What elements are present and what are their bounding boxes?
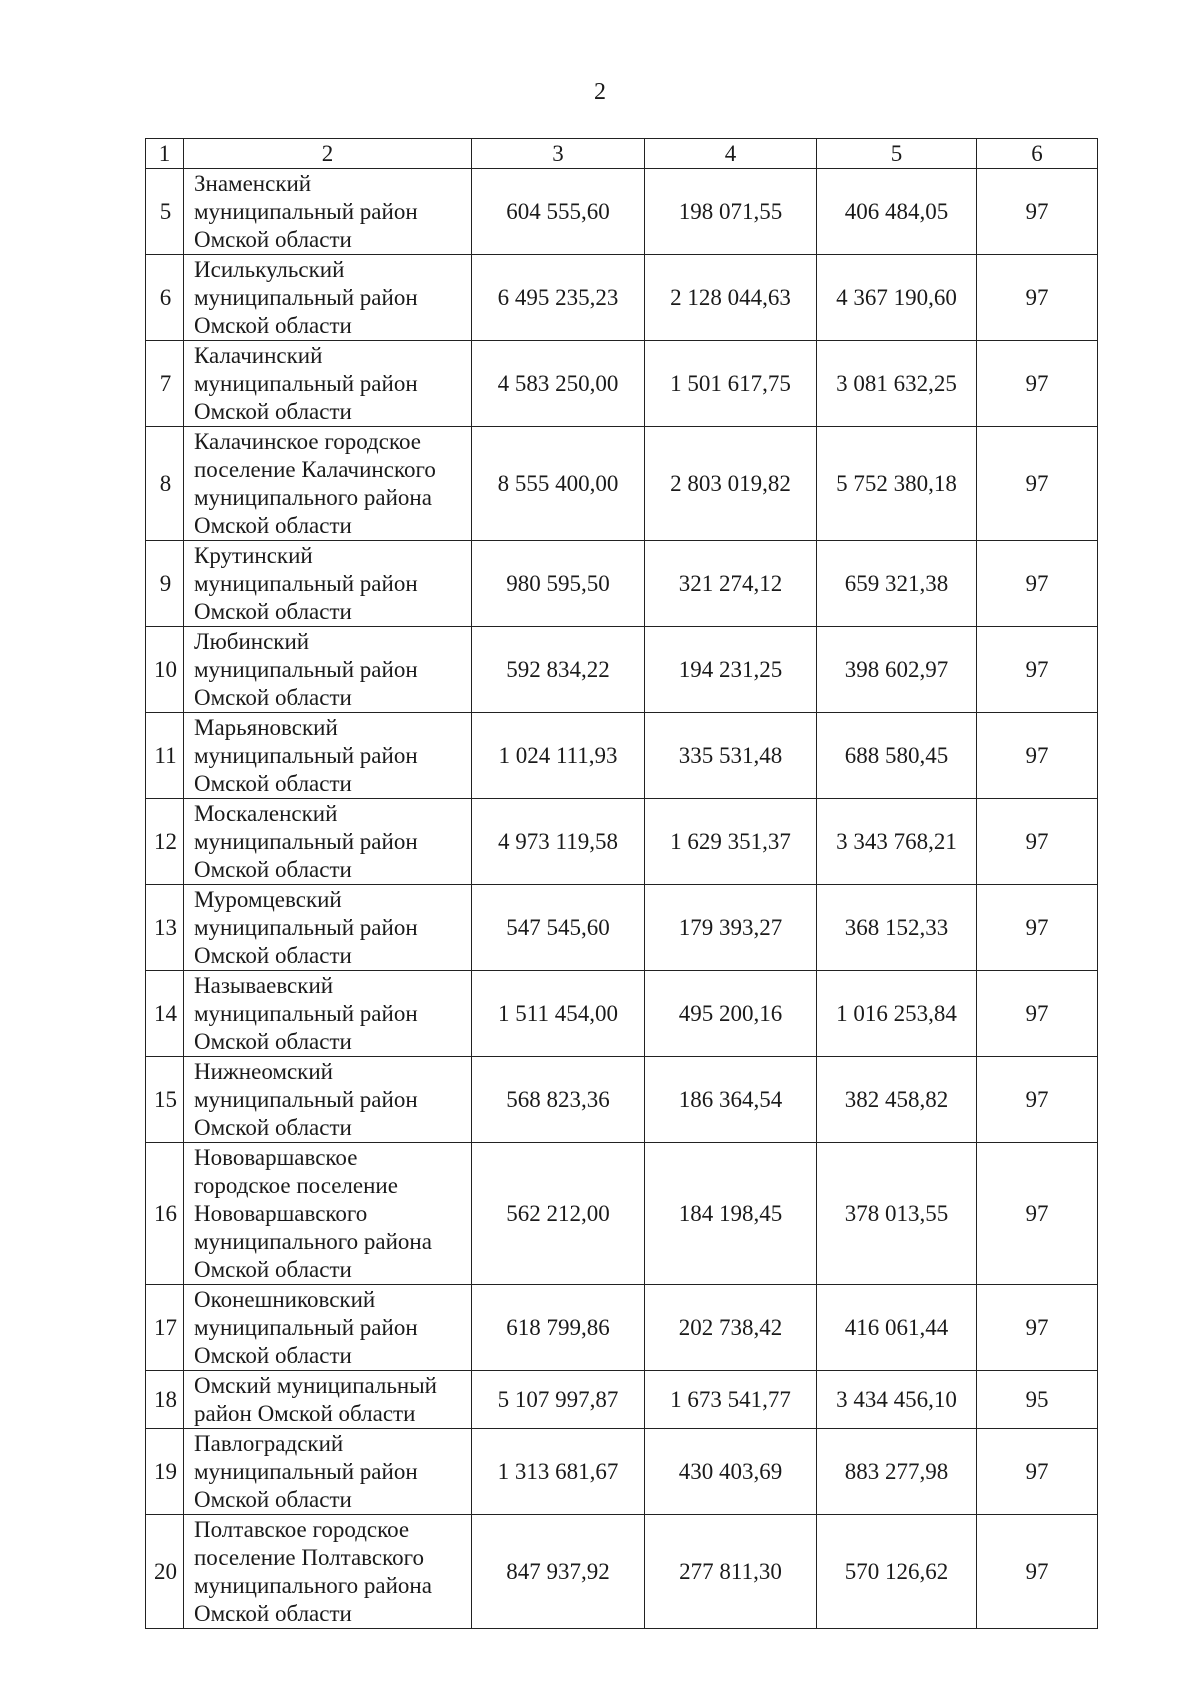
municipality-name-cell <box>184 255 472 341</box>
column-3-value-cell: 4 583 250,00 <box>472 341 645 427</box>
table-row <box>146 427 1098 541</box>
municipality-name-line: Омской области <box>194 598 352 624</box>
column-5-value-cell: 4 367 190,60 <box>817 255 977 341</box>
column-4-value-cell: 1 501 617,75 <box>645 341 817 427</box>
column-6-value-cell: 97 <box>977 885 1098 971</box>
municipality-name-line: Павлоградский <box>194 1430 344 1456</box>
column-4-value-cell: 2 128 044,63 <box>645 255 817 341</box>
table-row <box>146 1285 1098 1371</box>
table-row <box>146 1143 1098 1285</box>
column-5-value-cell: 1 016 253,84 <box>817 971 977 1057</box>
column-5-value-cell: 416 061,44 <box>817 1285 977 1371</box>
municipality-name-line: Омской области <box>194 1486 352 1512</box>
column-6-value-cell: 95 <box>977 1371 1098 1429</box>
table-row <box>146 1429 1098 1515</box>
row-number-cell: 14 <box>146 971 184 1057</box>
page-number: 2 <box>594 79 606 105</box>
column-3-value-cell: 6 495 235,23 <box>472 255 645 341</box>
header-cell: 6 <box>977 139 1098 169</box>
municipality-name-line: Полтавское городское <box>194 1516 410 1542</box>
column-3-value-cell: 980 595,50 <box>472 541 645 627</box>
table-row <box>146 255 1098 341</box>
column-4-value-cell: 179 393,27 <box>645 885 817 971</box>
row-number-cell: 17 <box>146 1285 184 1371</box>
row-number-cell: 6 <box>146 255 184 341</box>
column-6-value-cell: 97 <box>977 799 1098 885</box>
municipality-name-line: муниципальный район <box>194 284 418 310</box>
column-6-value-cell: 97 <box>977 541 1098 627</box>
column-3-value-cell: 1 511 454,00 <box>472 971 645 1057</box>
row-number-cell: 20 <box>146 1515 184 1629</box>
municipality-name-cell <box>184 341 472 427</box>
column-3-value-cell: 1 313 681,67 <box>472 1429 645 1515</box>
column-3-value-cell: 604 555,60 <box>472 169 645 255</box>
row-number-cell: 12 <box>146 799 184 885</box>
municipality-name-line: муниципального района <box>194 1572 432 1598</box>
municipality-name-line: Крутинский <box>194 542 313 568</box>
municipality-name-line: Омской области <box>194 684 352 710</box>
column-5-value-cell: 406 484,05 <box>817 169 977 255</box>
municipality-name-line: Называевский <box>194 972 334 998</box>
column-6-value-cell: 97 <box>977 1285 1098 1371</box>
municipality-name-line: Омской области <box>194 398 352 424</box>
column-5-value-cell: 368 152,33 <box>817 885 977 971</box>
municipality-name-line: Омской области <box>194 856 352 882</box>
municipality-name-cell <box>184 799 472 885</box>
column-5-value-cell: 378 013,55 <box>817 1143 977 1285</box>
column-4-value-cell: 202 738,42 <box>645 1285 817 1371</box>
row-number-cell: 16 <box>146 1143 184 1285</box>
municipality-name-line: Нижнеомский <box>194 1058 333 1084</box>
municipality-name-line: Омской области <box>194 1114 352 1140</box>
column-6-value-cell: 97 <box>977 1143 1098 1285</box>
row-number-cell: 13 <box>146 885 184 971</box>
municipality-name-line: Омской области <box>194 770 352 796</box>
column-5-value-cell: 3 434 456,10 <box>817 1371 977 1429</box>
municipality-name-line: Омской области <box>194 226 352 252</box>
municipality-name-line: Марьяновский <box>194 714 338 740</box>
column-3-value-cell: 4 973 119,58 <box>472 799 645 885</box>
municipality-name-line: Омской области <box>194 1342 352 1368</box>
municipality-name-line: муниципальный район <box>194 1458 418 1484</box>
municipality-name-cell <box>184 1371 472 1429</box>
column-6-value-cell: 97 <box>977 1515 1098 1629</box>
column-3-value-cell: 592 834,22 <box>472 627 645 713</box>
municipality-name-line: Муромцевский <box>194 886 342 912</box>
column-5-value-cell: 5 752 380,18 <box>817 427 977 541</box>
municipality-name-line: городское поселение <box>194 1172 398 1198</box>
table-row <box>146 169 1098 255</box>
municipality-name-line: Нововаршавского <box>194 1200 368 1226</box>
header-cell: 3 <box>472 139 645 169</box>
municipality-name-cell <box>184 971 472 1057</box>
header-cell: 4 <box>645 139 817 169</box>
column-3-value-cell: 847 937,92 <box>472 1515 645 1629</box>
column-4-value-cell: 198 071,55 <box>645 169 817 255</box>
municipality-name-line: Нововаршавское <box>194 1144 358 1170</box>
municipality-name-line: Омской области <box>194 312 352 338</box>
municipality-name-line: Омский муниципальный <box>194 1372 437 1398</box>
municipality-name-line: район Омской области <box>194 1400 416 1426</box>
column-4-value-cell: 495 200,16 <box>645 971 817 1057</box>
municipality-name-line: муниципальный район <box>194 742 418 768</box>
table-row <box>146 341 1098 427</box>
municipality-name-cell <box>184 1429 472 1515</box>
column-3-value-cell: 618 799,86 <box>472 1285 645 1371</box>
row-number-cell: 18 <box>146 1371 184 1429</box>
municipality-name-cell <box>184 1285 472 1371</box>
column-6-value-cell: 97 <box>977 1429 1098 1515</box>
row-number-cell: 10 <box>146 627 184 713</box>
municipality-name-line: муниципальный район <box>194 570 418 596</box>
municipality-name-line: Омской области <box>194 1600 352 1626</box>
column-5-value-cell: 398 602,97 <box>817 627 977 713</box>
municipality-name-line: муниципальный район <box>194 914 418 940</box>
municipality-name-line: Омской области <box>194 1256 352 1282</box>
municipality-name-line: Оконешниковский <box>194 1286 376 1312</box>
municipality-name-line: муниципальный район <box>194 198 418 224</box>
municipality-name-cell <box>184 627 472 713</box>
municipality-name-line: Калачинский <box>194 342 323 368</box>
column-4-value-cell: 335 531,48 <box>645 713 817 799</box>
municipality-name-cell <box>184 169 472 255</box>
header-cell: 2 <box>184 139 472 169</box>
municipality-name-line: Исилькульский <box>194 256 345 282</box>
table-row <box>146 541 1098 627</box>
column-4-value-cell: 321 274,12 <box>645 541 817 627</box>
municipality-name-line: Любинский <box>194 628 310 654</box>
table-row <box>146 1515 1098 1629</box>
column-5-value-cell: 688 580,45 <box>817 713 977 799</box>
table-row <box>146 799 1098 885</box>
municipality-name-line: муниципального района <box>194 1228 432 1254</box>
column-4-value-cell: 277 811,30 <box>645 1515 817 1629</box>
column-4-value-cell: 184 198,45 <box>645 1143 817 1285</box>
row-number-cell: 8 <box>146 427 184 541</box>
municipality-name-cell <box>184 427 472 541</box>
table-row <box>146 971 1098 1057</box>
column-6-value-cell: 97 <box>977 169 1098 255</box>
column-6-value-cell: 97 <box>977 627 1098 713</box>
municipality-name-line: муниципальный район <box>194 370 418 396</box>
column-5-value-cell: 3 081 632,25 <box>817 341 977 427</box>
municipality-name-line: Омской области <box>194 942 352 968</box>
municipality-name-cell <box>184 1515 472 1629</box>
column-4-value-cell: 430 403,69 <box>645 1429 817 1515</box>
column-3-value-cell: 8 555 400,00 <box>472 427 645 541</box>
column-6-value-cell: 97 <box>977 427 1098 541</box>
column-5-value-cell: 570 126,62 <box>817 1515 977 1629</box>
column-3-value-cell: 1 024 111,93 <box>472 713 645 799</box>
column-5-value-cell: 659 321,38 <box>817 541 977 627</box>
municipality-name-line: Омской области <box>194 512 352 538</box>
data-table <box>145 138 1098 1629</box>
municipality-name-line: муниципального района <box>194 484 432 510</box>
municipality-name-line: муниципальный район <box>194 1314 418 1340</box>
table-row <box>146 713 1098 799</box>
column-3-value-cell: 568 823,36 <box>472 1057 645 1143</box>
column-4-value-cell: 194 231,25 <box>645 627 817 713</box>
column-4-value-cell: 186 364,54 <box>645 1057 817 1143</box>
row-number-cell: 19 <box>146 1429 184 1515</box>
column-5-value-cell: 883 277,98 <box>817 1429 977 1515</box>
column-6-value-cell: 97 <box>977 341 1098 427</box>
table-body <box>146 169 1098 1629</box>
column-3-value-cell: 562 212,00 <box>472 1143 645 1285</box>
column-6-value-cell: 97 <box>977 1057 1098 1143</box>
municipality-name-line: муниципальный район <box>194 1086 418 1112</box>
column-5-value-cell: 382 458,82 <box>817 1057 977 1143</box>
column-3-value-cell: 547 545,60 <box>472 885 645 971</box>
municipality-name-cell <box>184 1057 472 1143</box>
header-cell: 5 <box>817 139 977 169</box>
municipality-name-line: поселение Полтавского <box>194 1544 424 1570</box>
municipality-name-cell <box>184 713 472 799</box>
row-number-cell: 15 <box>146 1057 184 1143</box>
municipality-name-line: Омской области <box>194 1028 352 1054</box>
column-3-value-cell: 5 107 997,87 <box>472 1371 645 1429</box>
row-number-cell: 5 <box>146 169 184 255</box>
municipality-name-cell <box>184 541 472 627</box>
municipality-name-line: Знаменский <box>194 170 312 196</box>
municipality-name-line: муниципальный район <box>194 1000 418 1026</box>
column-6-value-cell: 97 <box>977 971 1098 1057</box>
municipality-name-cell <box>184 1143 472 1285</box>
row-number-cell: 11 <box>146 713 184 799</box>
column-4-value-cell: 2 803 019,82 <box>645 427 817 541</box>
municipality-name-line: муниципальный район <box>194 828 418 854</box>
municipality-name-line: Калачинское городское <box>194 428 421 454</box>
municipality-name-line: Москаленский <box>194 800 338 826</box>
municipality-name-line: поселение Калачинского <box>194 456 436 482</box>
row-number-cell: 9 <box>146 541 184 627</box>
column-6-value-cell: 97 <box>977 713 1098 799</box>
municipality-name-line: муниципальный район <box>194 656 418 682</box>
table-header-row <box>146 139 1098 169</box>
table-row <box>146 1057 1098 1143</box>
row-number-cell: 7 <box>146 341 184 427</box>
column-4-value-cell: 1 673 541,77 <box>645 1371 817 1429</box>
column-4-value-cell: 1 629 351,37 <box>645 799 817 885</box>
column-6-value-cell: 97 <box>977 255 1098 341</box>
table-row <box>146 1371 1098 1429</box>
municipality-name-cell <box>184 885 472 971</box>
header-cell: 1 <box>146 139 184 169</box>
table-row <box>146 627 1098 713</box>
column-5-value-cell: 3 343 768,21 <box>817 799 977 885</box>
table-row <box>146 885 1098 971</box>
